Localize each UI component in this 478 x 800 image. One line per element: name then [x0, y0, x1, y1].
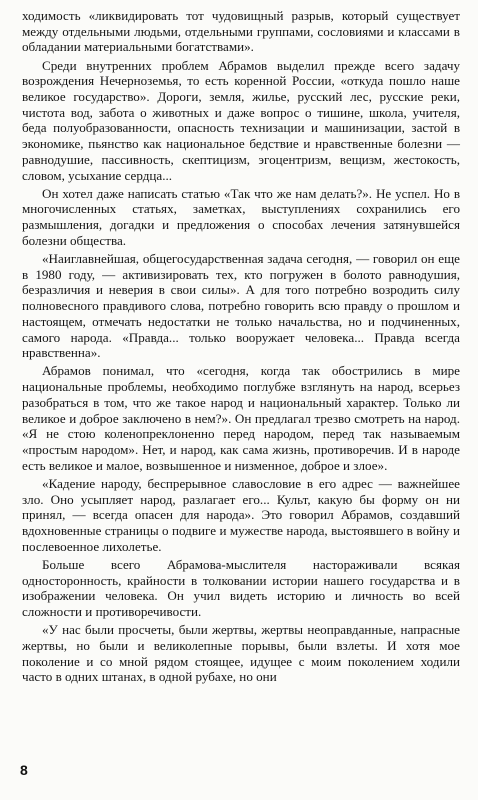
page-body: [22, 8, 460, 688]
paragraph-4: «Наиглавнейшая, общегосударственная задача сегодня, — говорил он еще в 1980 году, — активизировать тех, кто погружен в болото равнодушия, безразличия и неверия в свои силы». А для того потребно возродить силу полновесного правдивого слова, потребно говорить всю правду о прошлом и настоящем, отмечать недостатки не только начальства, но и подчиненных, самого народа. «Правда... только вооружает человека... Правда всегда нравственна».: [22, 251, 460, 361]
paragraph-7: Больше всего Абрамова-мыслителя настораживали всякая односторонность, крайности в толковании истории нашего государства и в изображении человека. Он учил видеть историю и личность во всей сложности и противоречивости.: [22, 556, 460, 620]
paragraph-3: Он хотел даже написать статью «Так что же нам делать?». Не успел. Но в многочисленных статьях, заметках, выступлениях сохранились его размышления, догадки и предложения о способах лечения затянувшейся болезни общества.: [22, 185, 460, 248]
paragraph-5: Абрамов понимал, что «сегодня, когда так обострились в мире национальные проблемы, необходимо поглубже взглянуть на народ, всерьез разобраться в том, что же такое народ и национальный характер. Только ли великое и доброе заключено в нем?». Он предлагал трезво смотреть на народ. «Я не стою коленопреклоненно перед народом, перед так называемым «простым народом». Нет, и народ, как сама жизнь, противоречив. И в народе есть великое и малое, возвышенное и низменное, доброе и злое».: [22, 363, 460, 473]
paragraph-8: «У нас были просчеты, были жертвы, жертвы неоправданные, напрасные жертвы, но были и великолепные порывы, были взлеты. И хотя мое поколение и со мной рядом стоящее, идущее с моим поколением ходили часто в одних штанах, в одной рубахе, но они: [22, 622, 460, 685]
paragraph-6: «Кадение народу, беспрерывное славословие в его адрес — важнейшее зло. Оно усыпляет народ, разлагает его... Культ, какую бы форму он ни принял, — всегда опасен для народа». Это говорил Абрамов, создавший вдохновенные страницы о подвиге и мужестве народа, выстоявшего в войну и послевоенное лихолетье.: [22, 475, 460, 554]
page-number: 8: [20, 762, 28, 778]
paragraph-1: ходимость «ликвидировать тот чудовищный разрыв, который существует между отдельными людьми, отдельными группами, сословиями и классами в обладании материальными богатствами».: [22, 8, 460, 55]
paragraph-2: Среди внутренних проблем Абрамов выделил прежде всего задачу возрождения Нечерноземья, то есть коренной России, «откуда пошло наше великое государство». Дороги, земля, жилье, русский лес, русские реки, чистота вод, забота о животных и даже вопрос о тишине, школа, учителя, беда полуобразованности, опасность технизации и машинизации, застой в экономике, пьянство как национальное бедствие и нравственные болезни — равнодушие, пассивность, скептицизм, эгоцентризм, вещизм, жестокость, словом, усыхание сердца...: [22, 57, 460, 183]
